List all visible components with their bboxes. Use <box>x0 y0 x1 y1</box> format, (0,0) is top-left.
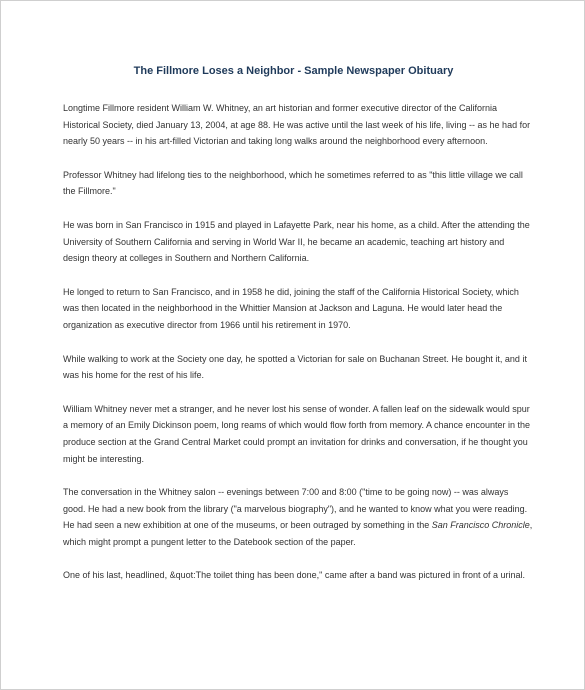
document-title: The Fillmore Loses a Neighbor - Sample Newspaper Obituary <box>133 65 454 77</box>
paragraph-7-text-end: , which might prompt a pungent letter to the Datebook section of the paper. <box>63 520 533 547</box>
paragraph-7 <box>63 484 533 550</box>
paragraph-6: William Whitney never met a stranger, and he never lost his sense of wonder. A fallen leaf on the sidewalk would spur a memory of an Emily Dickinson poem, long reams of which would flow forth from memory. A chance encounter in the produce section at the Grand Central Market could prompt an invitation for drinks and conversation, if he thought you might be interesting. <box>63 403 531 464</box>
newspaper-name: San Francisco Chronicle <box>431 520 530 531</box>
paragraph-1: Longtime Fillmore resident William W. Whitney, an art historian and former executive director of the California Historical Society, died January 13, 2004, at age 88. He was active until the last week of his life, living -- as he had for nearly 50 years -- in his art-filled Victorian and taking long walks around the neighborhood every afternoon. <box>63 103 531 147</box>
paragraph-7-text-start: The conversation in the Whitney salon -- evenings between 7:00 and 8:00 ("time to be going now) -- was always good. He had a new book from the library ("a marvelous biography"), and he wanted to know what you were reading. He had seen a new exhibition at one of the museums, or been outraged by something in the <box>63 487 528 531</box>
paragraph-5: While walking to work at the Society one day, he spotted a Victorian for sale on Buchanan Street. He bought it, and it was his home for the rest of his life. <box>63 353 527 381</box>
paragraph-2: Professor Whitney had lifelong ties to the neighborhood, which he sometimes referred to as "this little village we call the Fillmore." <box>63 169 523 197</box>
paragraph-8: One of his last, headlined, &quot:The toilet thing has been done," came after a band was pictured in front of a urinal. <box>63 570 525 581</box>
paragraph-3: He was born in San Francisco in 1915 and played in Lafayette Park, near his home, as a child. After the attending the University of Southern California and serving in World War II, he became an academic, teaching art history and design theory at colleges in Southern and Northern California. <box>63 219 530 264</box>
paragraph-4: He longed to return to San Francisco, and in 1958 he did, joining the staff of the California Historical Society, which was then located in the neighborhood in the Whittier Mansion at Jackson and Laguna. He would later head the organization as executive director from 1966 until his retirement in 1970. <box>63 286 519 330</box>
document-body <box>63 100 533 601</box>
